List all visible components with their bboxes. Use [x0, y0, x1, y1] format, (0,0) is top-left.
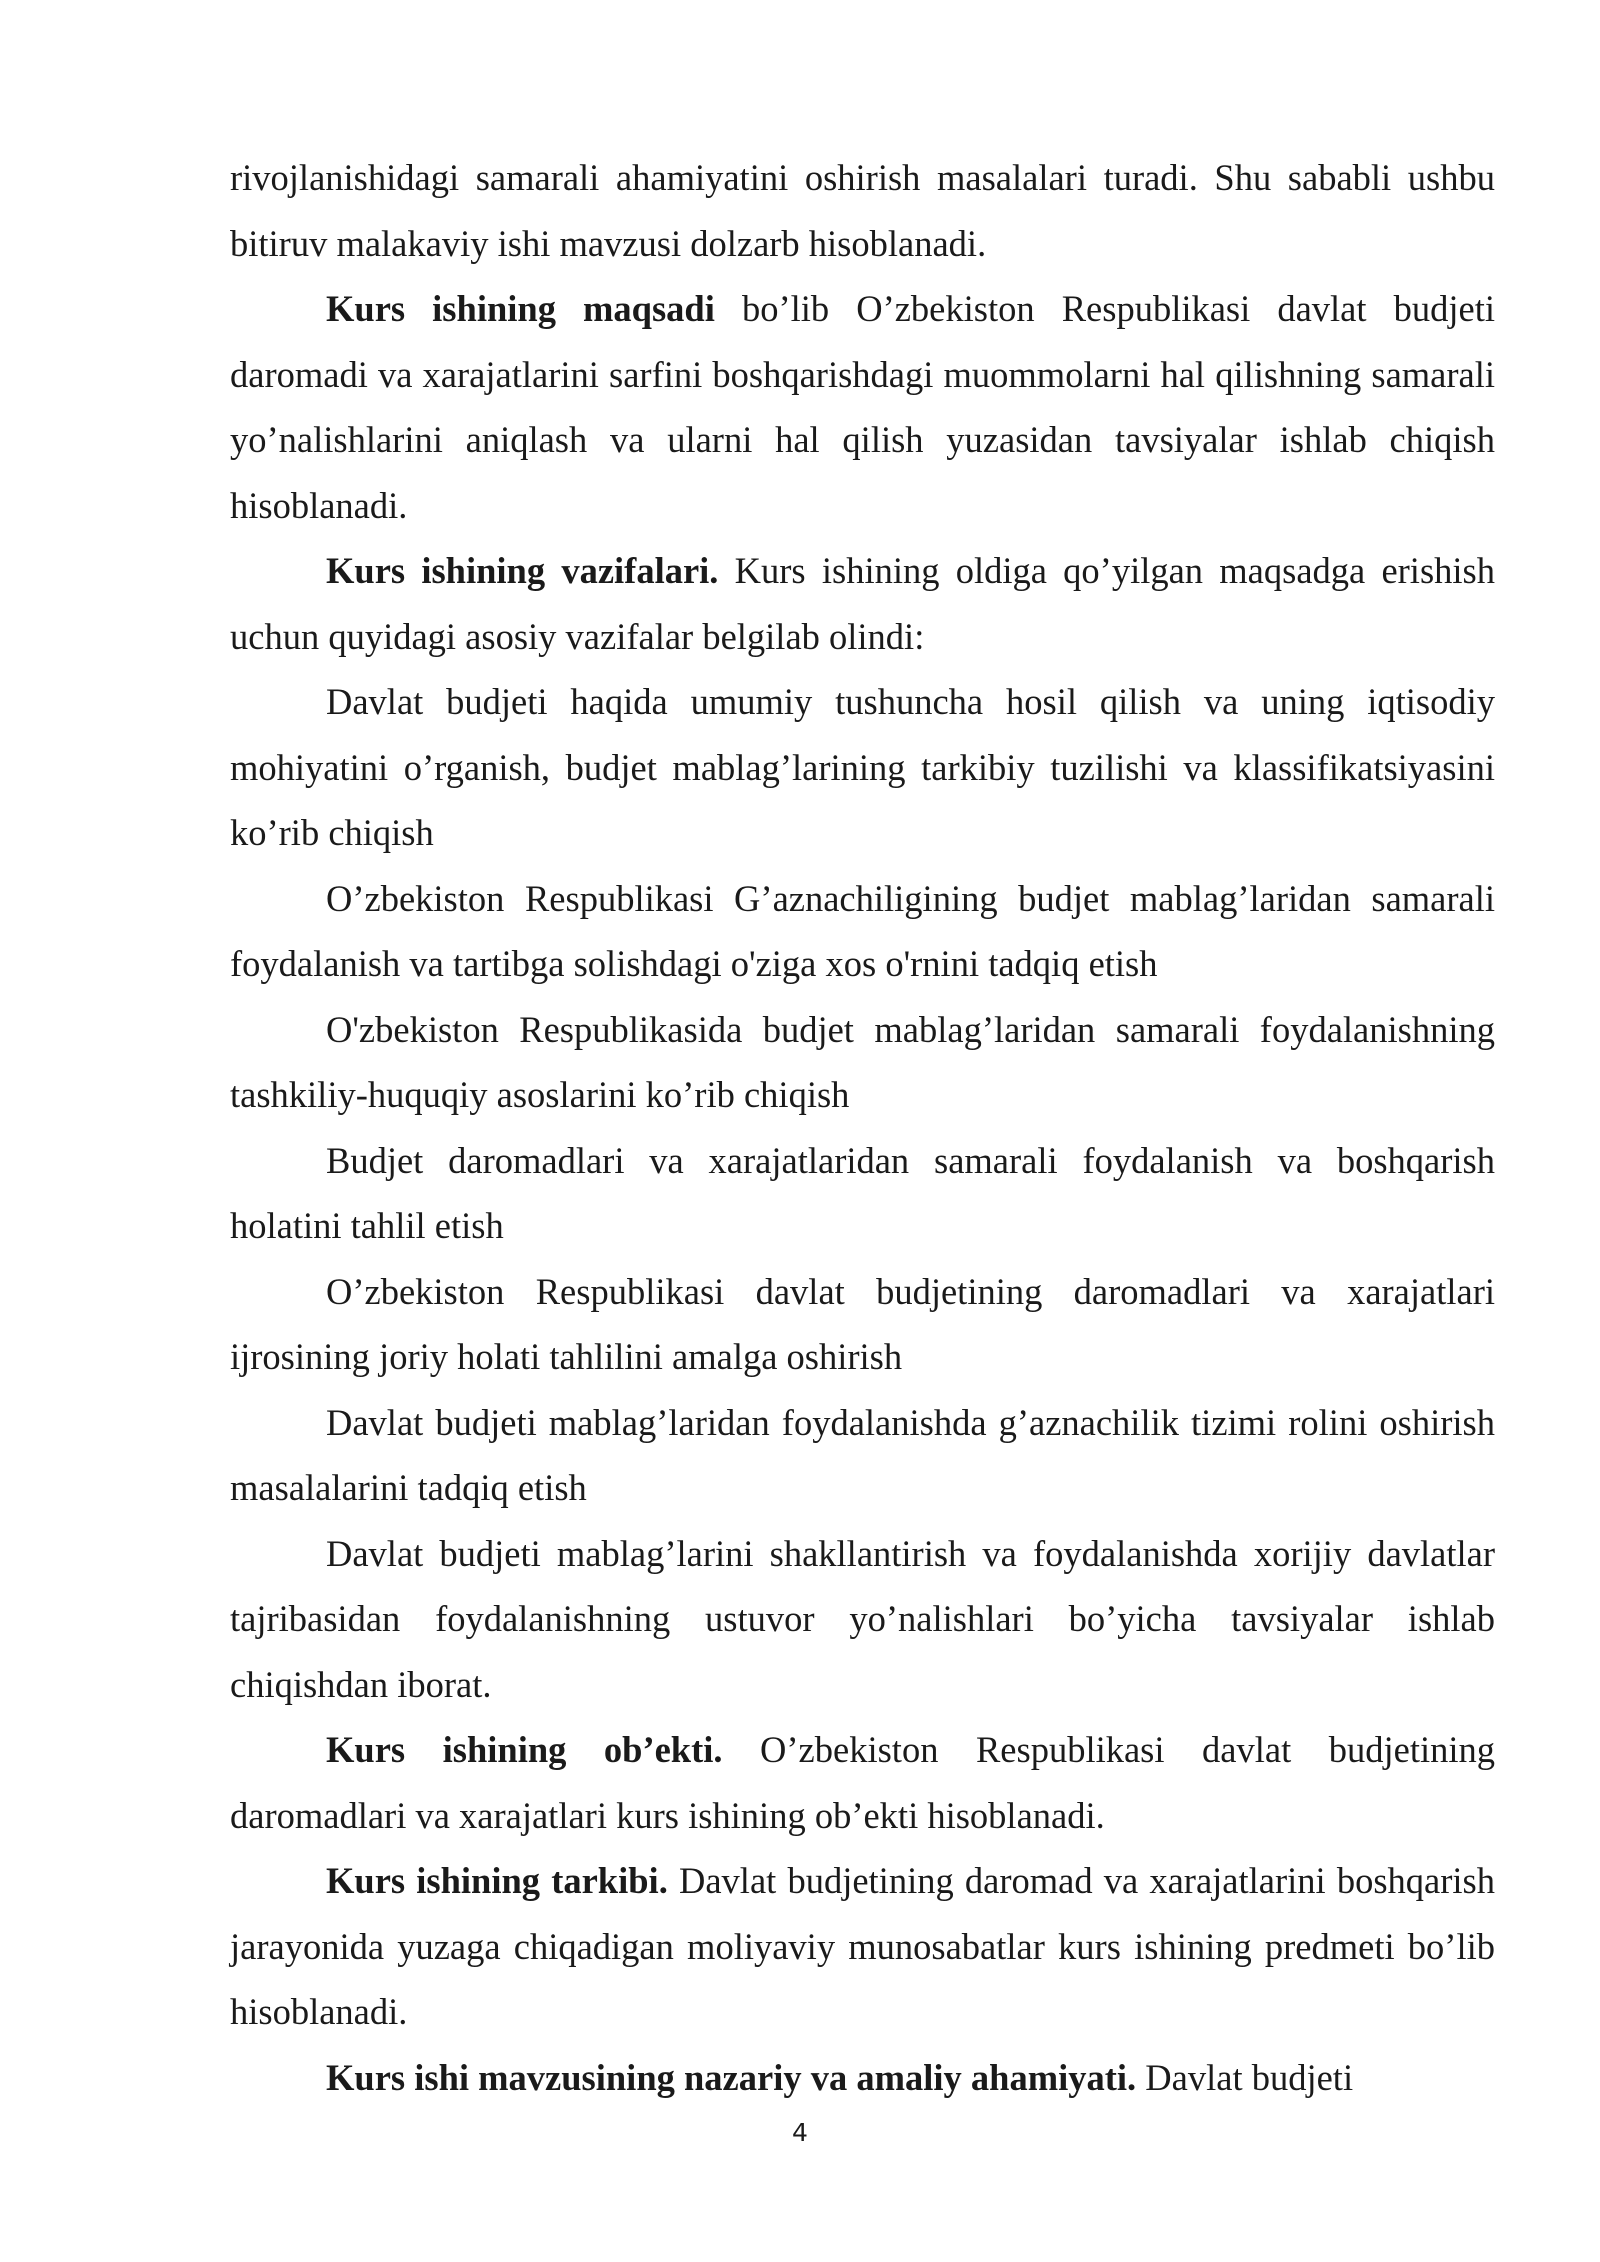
document-body — [230, 145, 1495, 2110]
task-item: Davlat budjeti haqida umumiy tushuncha hosil qilish va uning iqtisodiy mohiyatini o’rganish, budjet mablag’larining tarkibiy tuzilishi va klassifikatsiyasini ko’rib chiqish — [230, 681, 1495, 853]
paragraph-tasks: Kurs ishining vazifalari. Kurs ishining oldiga qo’yilgan maqsadga erishish uchun quyidagi asosiy vazifalar belgilab olindi: — [230, 550, 1495, 657]
task-item: O’zbekiston Respublikasi davlat budjetining daromadlari va xarajatlari ijrosining joriy holati tahlilini amalga oshirish — [230, 1270, 1495, 1377]
paragraph-object: Kurs ishining ob’ekti. O’zbekiston Respublikasi davlat budjetining daromadlari va xarajatlari kurs ishining ob’ekti hisoblanadi. — [230, 1729, 1495, 1836]
paragraph-heading: Kurs ishining maqsadi — [326, 288, 715, 329]
paragraph-heading: Kurs ishi mavzusining nazariy va amaliy ahamiyati. — [326, 2056, 1137, 2098]
task-item: O'zbekiston Respublikasida budjet mablag’laridan samarali foydalanishning tashkiliy-huquqiy asoslarini ko’rib chiqish — [230, 1008, 1495, 1115]
paragraph-significance: Kurs ishi mavzusining nazariy va amaliy ahamiyati. Davlat budjeti — [326, 2056, 1354, 2098]
paragraph-structure: Kurs ishining tarkibi. Davlat budjetining daromad va xarajatlarini boshqarish jarayonida yuzaga chiqadigan moliyaviy munosabatlar kurs ishining predmeti bo’lib hisoblanadi. — [230, 1860, 1495, 2032]
task-item: O’zbekiston Respublikasi G’aznachiligining budjet mablag’laridan samarali foydalanish va tartibga solishdagi o'ziga xos o'rnini tadqiq etish — [230, 877, 1495, 984]
task-item: Davlat budjeti mablag’laridan foydalanishda g’aznachilik tizimi rolini oshirish masalalarini tadqiq etish — [230, 1401, 1495, 1508]
paragraph-heading: Kurs ishining ob’ekti. — [326, 1729, 723, 1770]
paragraph-heading: Kurs ishining vazifalari. — [326, 550, 719, 591]
paragraph-intro-continuation: rivojlanishidagi samarali ahamiyatini oshirish masalalari turadi. Shu sababli ushbu bitiruv malakaviy ishi mavzusi dolzarb hisoblanadi. — [230, 157, 1495, 264]
task-item: Budjet daromadlari va xarajatlaridan samarali foydalanish va boshqarish holatini tahlil etish — [230, 1139, 1495, 1246]
page-number: 4 — [792, 2118, 808, 2147]
paragraph-heading: Kurs ishining tarkibi. — [326, 1860, 668, 1901]
paragraph-goal: Kurs ishining maqsadi bo’lib O’zbekiston Respublikasi davlat budjeti daromadi va xarajatlarini sarfini boshqarishdagi muommolarni hal qilishning samarali yo’nalishlarini aniqlash va ularni hal qilish yuzasidan tavsiyalar ishlab chiqish hisoblanadi. — [230, 288, 1495, 526]
task-item: Davlat budjeti mablag’larini shakllantirish va foydalanishda xorijiy davlatlar tajribasidan foydalanishning ustuvor yo’nalishlari bo’yicha tavsiyalar ishlab chiqishdan iborat. — [230, 1532, 1495, 1705]
